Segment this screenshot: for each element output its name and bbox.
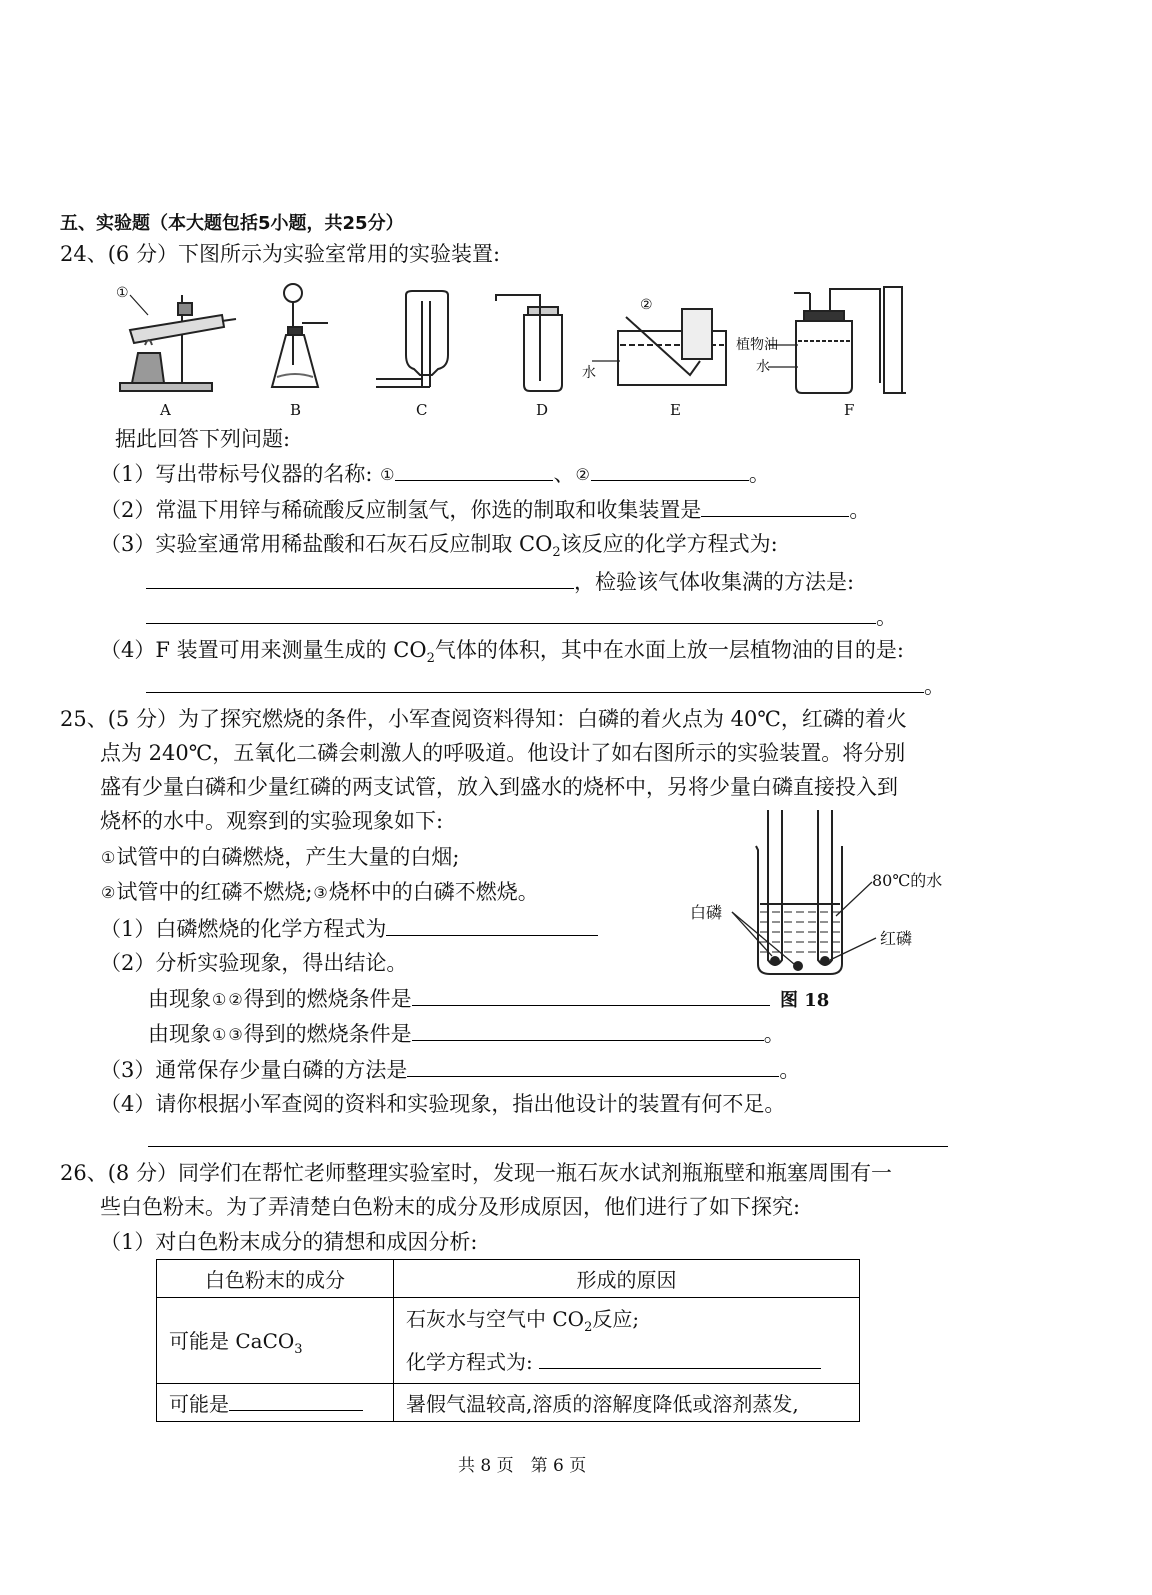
apparatus-e xyxy=(592,309,726,385)
q24-part4-line2: 。 xyxy=(146,670,945,701)
label-water-e: 水 xyxy=(582,365,596,381)
table-cell: 暑假气温较高,溶质的溶解度降低或溶剂蒸发, xyxy=(394,1384,860,1422)
apparatus-c xyxy=(376,291,448,387)
answer-blank-25-2b[interactable] xyxy=(412,1018,764,1041)
mark-1: ① xyxy=(116,285,129,301)
table-cell: 可能是 xyxy=(157,1384,394,1422)
circle-2: ② xyxy=(575,465,590,484)
q25-observation-1: ①试管中的白磷燃烧，产生大量的白烟; xyxy=(101,845,460,869)
fig-label-water: 80℃的水 xyxy=(872,871,943,890)
answer-blank-25-1[interactable] xyxy=(386,913,598,936)
answer-blank-24-4[interactable] xyxy=(146,670,924,693)
apparatus-d xyxy=(496,295,562,391)
apparatus-a xyxy=(120,295,236,391)
answer-blank-24-3a[interactable] xyxy=(146,566,574,589)
circle-1: ① xyxy=(380,465,395,484)
page-footer: 共 8 页 第 6 页 xyxy=(458,1456,587,1476)
answer-blank-24-3b[interactable] xyxy=(146,601,876,624)
q25-part4: （4）请你根据小军查阅的资料和实验现象，指出他设计的装置有何不足。 xyxy=(100,1092,786,1116)
answer-blank-24-1a[interactable] xyxy=(395,458,553,481)
q24-part3: （3）实验室通常用稀盐酸和石灰石反应制取 $CO_2$该反应的化学方程式为: xyxy=(100,532,778,561)
label-oil: 植物油 xyxy=(736,337,778,353)
q24-intro: 据此回答下列问题: xyxy=(115,427,291,451)
table-header-cell: 形成的原因 xyxy=(394,1260,860,1298)
fig-label-red-phosphorus: 红磷 xyxy=(880,929,913,948)
answer-blank-24-1b[interactable] xyxy=(591,458,749,481)
q24-part3-line2: ，检验该气体收集满的方法是: xyxy=(146,566,854,597)
mark-2: ② xyxy=(640,297,653,313)
q25-part3: （3）通常保存少量白磷的方法是 。 xyxy=(100,1054,800,1085)
apparatus-f xyxy=(768,287,906,393)
label-d: D xyxy=(536,401,549,419)
q25-part2b: 由现象① ③得到的燃烧条件是 。 xyxy=(148,1018,785,1049)
apparatus-b xyxy=(272,284,328,387)
q25-part4-line2 xyxy=(148,1124,948,1155)
q26-part1: （1）对白色粉末成分的猜想和成因分析: xyxy=(100,1230,478,1254)
q25-observation-2: ②试管中的红磷不燃烧;③烧杯中的白磷不燃烧。 xyxy=(101,880,539,904)
label-f: F xyxy=(844,401,855,419)
q25-part1: （1）白磷燃烧的化学方程式为 xyxy=(100,913,598,944)
q25-line2: 点为 240℃，五氧化二磷会刺激人的呼吸道。他设计了如右图所示的实验装置。将分别 xyxy=(100,741,906,765)
q25-line1: 25、(5 分）为了探究燃烧的条件，小军查阅资料得知：白磷的着火点为 40℃，红磷的着火 xyxy=(60,707,907,731)
table-cell: 石灰水与空气中 $CO_2$反应; 化学方程式为: xyxy=(394,1298,860,1384)
label-b: B xyxy=(290,401,302,419)
fig-caption: 图 18 xyxy=(780,990,830,1011)
answer-blank-26-equation[interactable] xyxy=(539,1348,821,1369)
label-c: C xyxy=(416,401,428,419)
apparatus-figure xyxy=(100,275,920,423)
q26-table xyxy=(156,1259,860,1422)
q25-part2a: 由现象① ②得到的燃烧条件是 xyxy=(148,983,770,1014)
q24-part2: （2）常温下用锌与稀硫酸反应制氢气，你选的制取和收集装置是 。 xyxy=(100,494,870,525)
q24-header: 24、(6 分）下图所示为实验室常用的实验装置: xyxy=(60,242,501,266)
q26-line1: 26、(8 分）同学们在帮忙老师整理实验室时，发现一瓶石灰水试剂瓶瓶壁和瓶塞周围有一 xyxy=(60,1161,892,1185)
label-e: E xyxy=(670,401,681,419)
fig-label-white-phosphorus: 白磷 xyxy=(690,903,723,922)
answer-blank-24-2[interactable] xyxy=(701,494,849,517)
answer-blank-25-3[interactable] xyxy=(407,1054,779,1077)
figure-18 xyxy=(686,806,956,1012)
answer-blank-26-component[interactable] xyxy=(229,1390,363,1411)
answer-blank-25-4[interactable] xyxy=(148,1124,948,1147)
q25-line4: 烧杯的水中。观察到的实验现象如下: xyxy=(100,809,444,833)
q24-part1: （1）写出带标号仪器的名称: ① 、② 。 xyxy=(100,458,770,489)
q24-part4: （4）F 装置可用来测量生成的 $CO_2$气体的体积，其中在水面上放一层植物油的目的是: xyxy=(100,638,904,667)
q26-line2: 些白色粉末。为了弄清楚白色粉末的成分及形成原因，他们进行了如下探究: xyxy=(100,1195,801,1219)
label-a: A xyxy=(160,401,171,419)
table-row xyxy=(157,1384,860,1422)
q24-part3-line3: 。 xyxy=(146,601,897,632)
q25-part2: （2）分析实验现象，得出结论。 xyxy=(100,951,408,975)
table-header-cell: 白色粉末的成分 xyxy=(157,1260,394,1298)
q25-line3: 盛有少量白磷和少量红磷的两支试管，放入到盛水的烧杯中，另将少量白磷直接投入到 xyxy=(100,775,898,799)
table-row xyxy=(157,1260,860,1298)
table-row xyxy=(157,1298,860,1384)
table-cell: 可能是 CaCO$_3$ xyxy=(157,1298,394,1384)
label-water-f: 水 xyxy=(756,359,770,375)
section-title: 五、实验题（本大题包括5小题，共25分） xyxy=(60,213,404,234)
